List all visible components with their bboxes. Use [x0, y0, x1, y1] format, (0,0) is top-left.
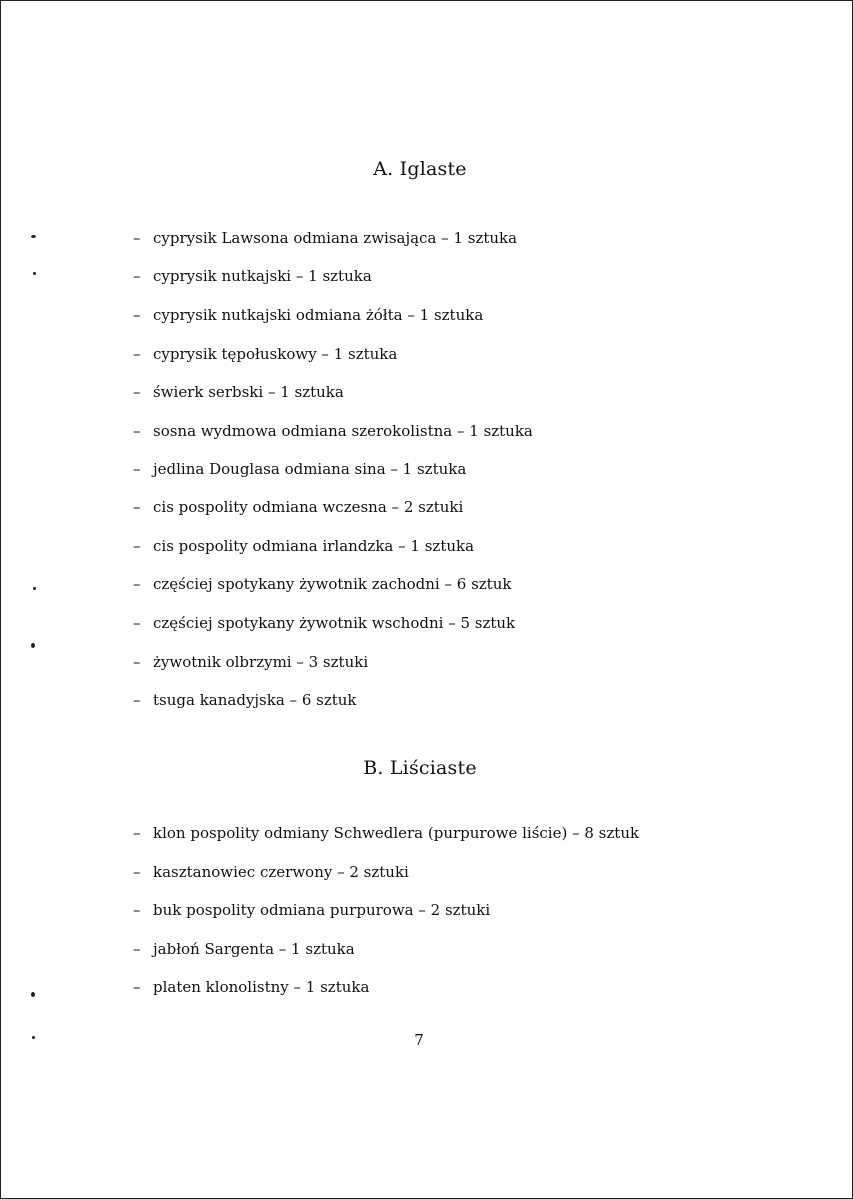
- scan-speck: [31, 643, 35, 648]
- list-item-text: świerk serbski – 1 sztuka: [153, 383, 344, 401]
- section-title-iglaste: A. Iglaste: [373, 158, 467, 180]
- list-item-text: cyprysik nutkajski odmiana żółta – 1 sztuka: [153, 306, 484, 324]
- list-item: [133, 306, 483, 324]
- scan-speck: [32, 1036, 35, 1039]
- list-item: [133, 614, 515, 632]
- list-item-text: cis pospolity odmiana irlandzka – 1 sztuka: [153, 537, 475, 555]
- list-item: [133, 345, 397, 363]
- list-item: [133, 537, 474, 555]
- list-item: [133, 422, 533, 440]
- list-item: [133, 653, 368, 671]
- list-item-text: sosna wydmowa odmiana szerokolistna – 1 sztuka: [153, 422, 533, 440]
- list-item: [133, 940, 355, 958]
- page-number: 7: [414, 1031, 424, 1049]
- list-item: [133, 267, 372, 285]
- list-item-text: częściej spotykany żywotnik zachodni – 6 sztuk: [153, 575, 512, 593]
- scan-speck: [33, 587, 36, 590]
- list-item-text: częściej spotykany żywotnik wschodni – 5 sztuk: [153, 614, 516, 632]
- list-dash: –: [133, 691, 141, 709]
- list-dash: –: [133, 267, 141, 285]
- list-item: [133, 383, 344, 401]
- list-item-text: cyprysik nutkajski – 1 sztuka: [153, 267, 372, 285]
- list-item-text: klon pospolity odmiany Schwedlera (purpurowe liście) – 8 sztuk: [153, 824, 640, 842]
- list-item: [133, 901, 490, 919]
- list-item: [133, 691, 357, 709]
- list-item-text: jabłoń Sargenta – 1 sztuka: [153, 940, 355, 958]
- scan-speck: [31, 992, 35, 997]
- list-item-text: platen klonolistny – 1 sztuka: [153, 978, 370, 996]
- list-dash: –: [133, 498, 141, 516]
- scan-speck: [33, 272, 36, 275]
- list-dash: –: [133, 653, 141, 671]
- list-item-text: cyprysik Lawsona odmiana zwisająca – 1 sztuka: [153, 229, 518, 247]
- list-dash: –: [133, 383, 141, 401]
- list-dash: –: [133, 978, 141, 996]
- list-item: [133, 229, 517, 247]
- list-dash: –: [133, 614, 141, 632]
- list-item: [133, 824, 639, 842]
- list-dash: –: [133, 901, 141, 919]
- list-item: [133, 575, 511, 593]
- section-title-lisciaste: B. Liściaste: [363, 757, 477, 779]
- list-item-text: jedlina Douglasa odmiana sina – 1 sztuka: [153, 460, 467, 478]
- list-dash: –: [133, 229, 141, 247]
- list-item: [133, 460, 466, 478]
- scan-speck: [31, 235, 36, 238]
- list-item-text: kasztanowiec czerwony – 2 sztuki: [153, 863, 409, 881]
- list-item-text: cis pospolity odmiana wczesna – 2 sztuki: [153, 498, 464, 516]
- list-item: [133, 863, 409, 881]
- list-item-text: cyprysik tępołuskowy – 1 sztuka: [153, 345, 398, 363]
- list-dash: –: [133, 537, 141, 555]
- list-dash: –: [133, 422, 141, 440]
- list-dash: –: [133, 575, 141, 593]
- list-dash: –: [133, 824, 141, 842]
- list-dash: –: [133, 460, 141, 478]
- list-item-text: tsuga kanadyjska – 6 sztuk: [153, 691, 357, 709]
- list-dash: –: [133, 345, 141, 363]
- list-dash: –: [133, 863, 141, 881]
- list-item-text: żywotnik olbrzymi – 3 sztuki: [153, 653, 369, 671]
- list-dash: –: [133, 940, 141, 958]
- list-item-text: buk pospolity odmiana purpurowa – 2 sztuki: [153, 901, 491, 919]
- list-dash: –: [133, 306, 141, 324]
- list-item: [133, 978, 369, 996]
- list-item: [133, 498, 463, 516]
